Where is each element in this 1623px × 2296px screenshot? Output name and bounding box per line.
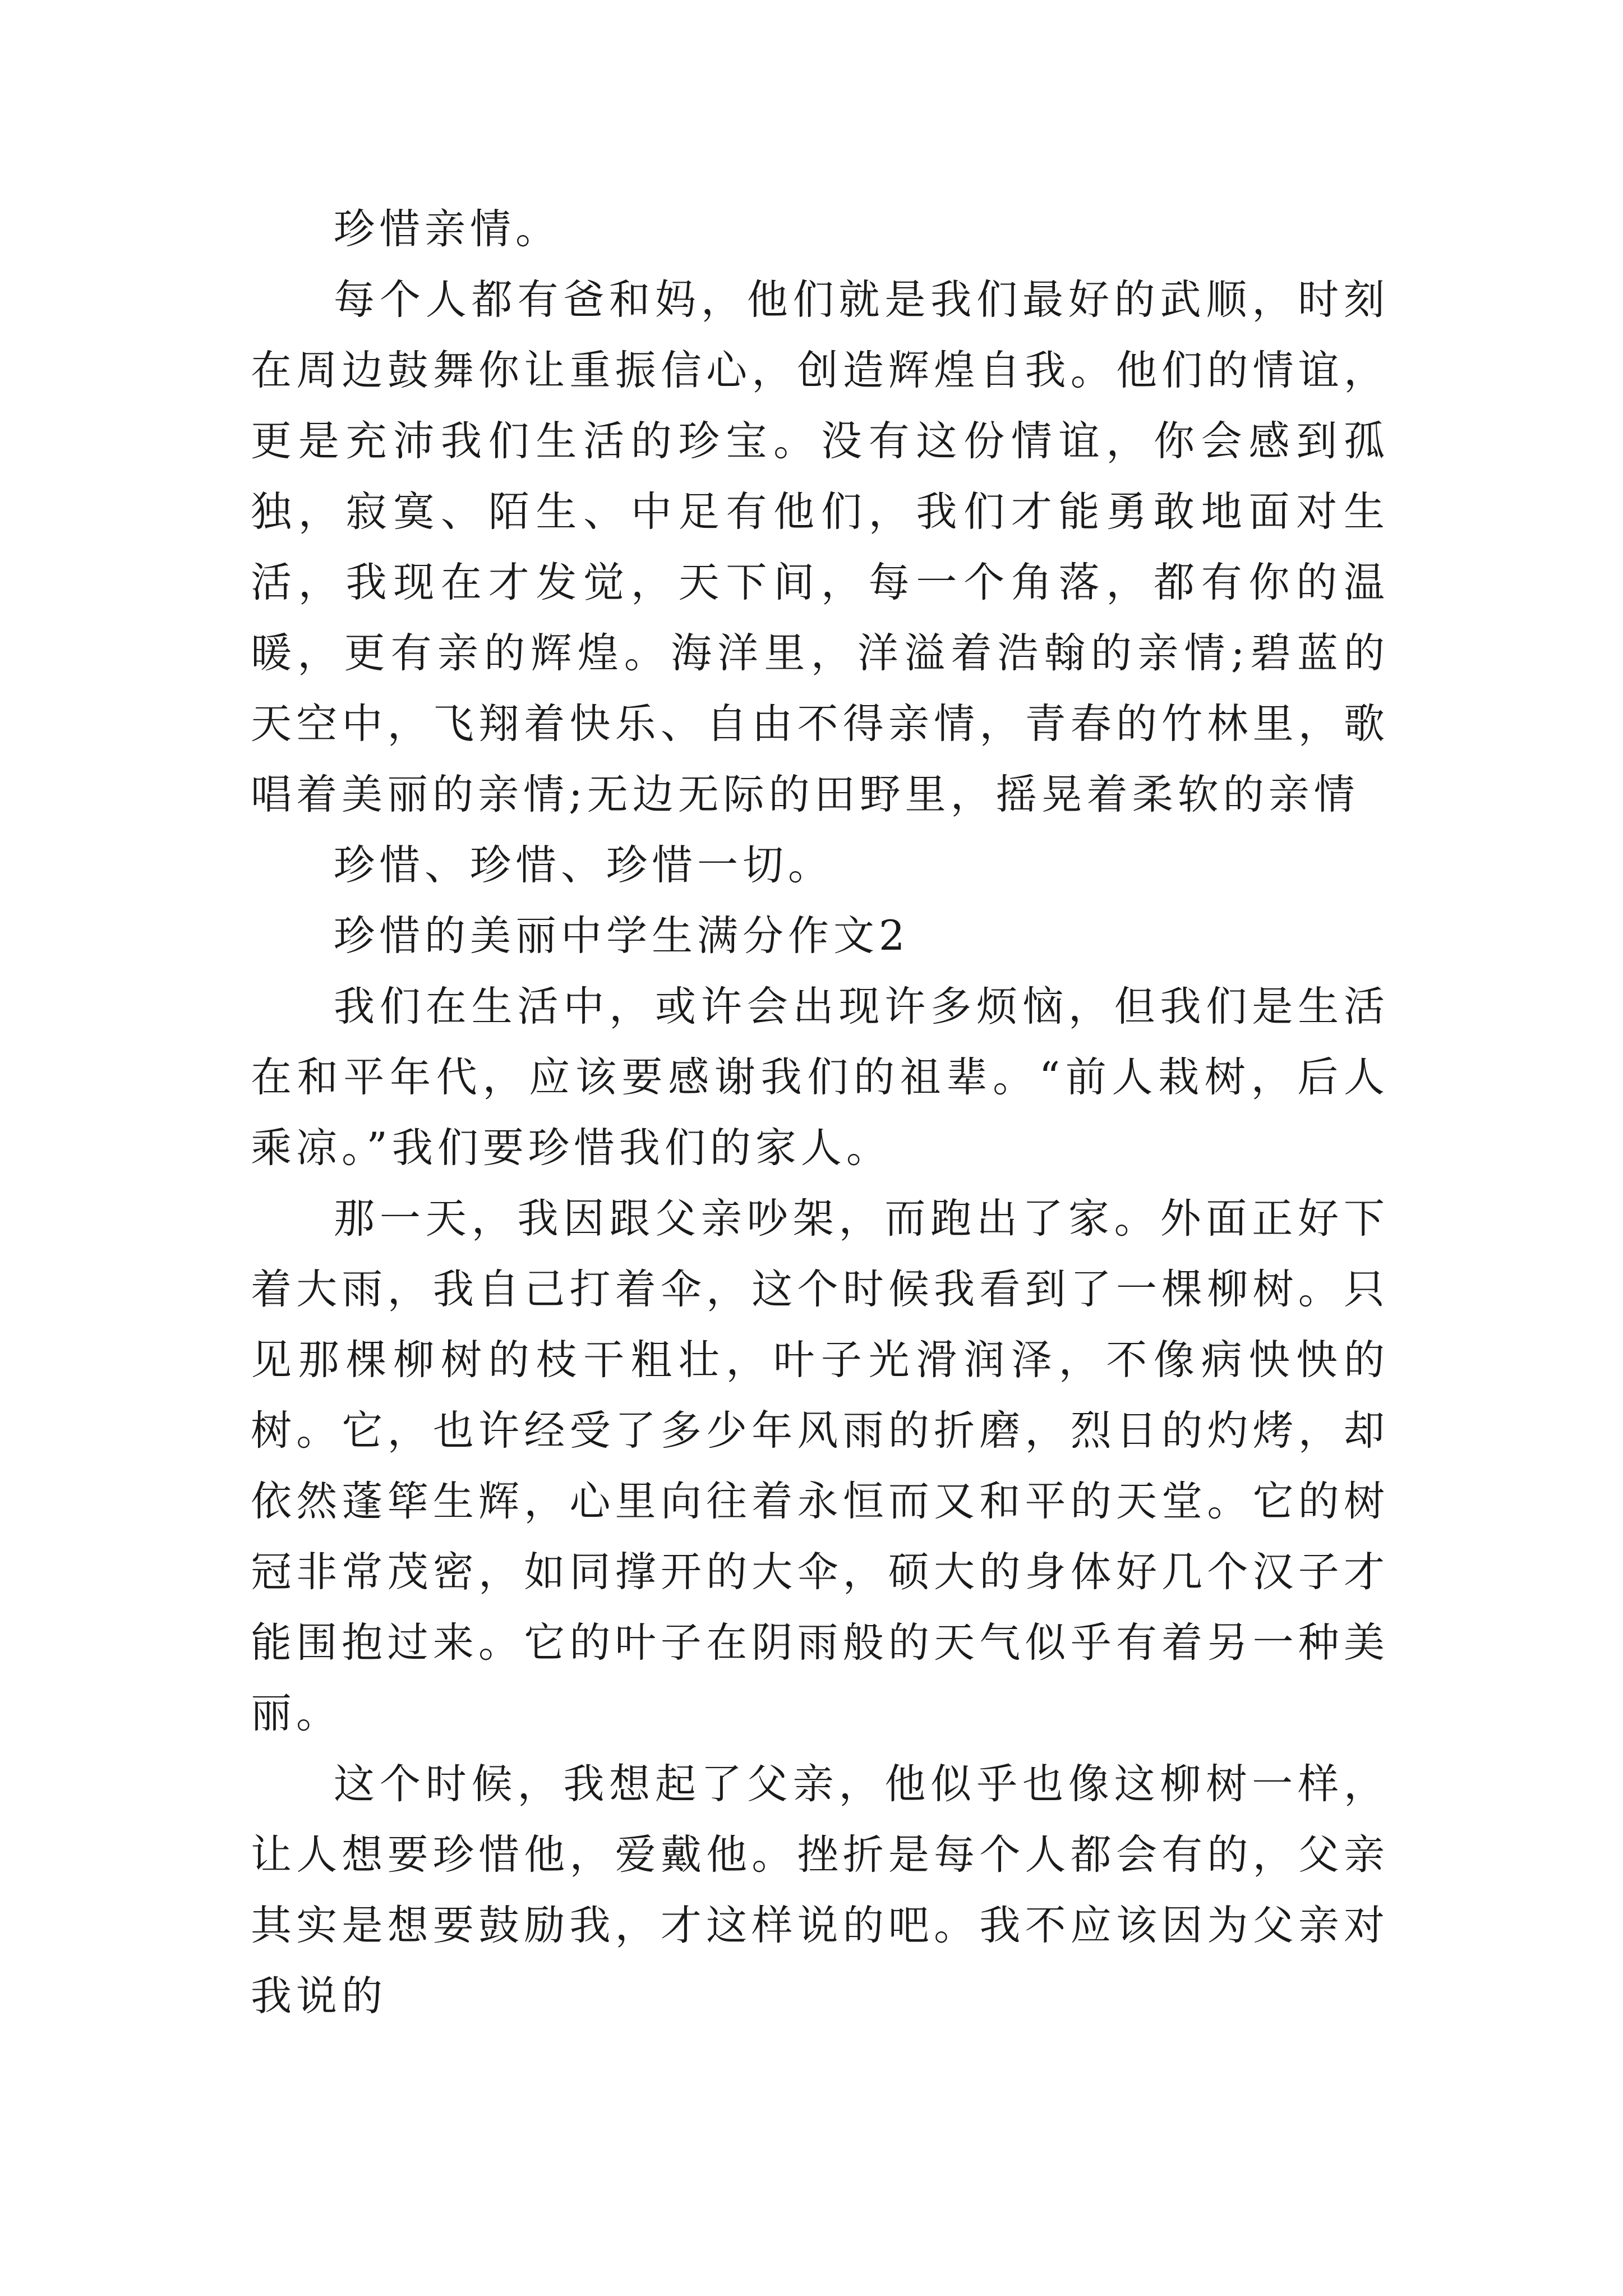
essay-body xyxy=(251,194,1389,2032)
essay-title: 珍惜的美丽中学生满分作文2 xyxy=(334,912,910,960)
paragraph-father: 这个时候，我想起了父亲，他似乎也像这柳树一样，让人想要珍惜他，爱戴他。挫折是每个人都会有的，父亲其实是想要鼓励我，才这样说的吧。我不应该因为父亲对我说的 xyxy=(251,1760,1389,2020)
paragraph-peaceful-era: 我们在生活中，或许会出现许多烦恼，但我们是生活在和平年代，应该要感谢我们的祖辈。“前人栽树，后人乘凉。”我们要珍惜我们的家人。 xyxy=(251,983,1389,1172)
paragraph-parents: 每个人都有爸和妈，他们就是我们最好的武顺，时刻在周边鼓舞你让重振信心，创造辉煌自我。他们的情谊，更是充沛我们生活的珍宝。没有这份情谊，你会感到孤独，寂寞、陌生、中足有他们，我们才能勇敢地面对生活，我现在才发觉，天下间，每一个角落，都有你的温暖，更有亲的辉煌。海洋里，洋溢着浩翰的亲情;碧蓝的天空中，飞翔着快乐、自由不得亲情，青春的竹林里，歌唱着美丽的亲情;无边无际的田野里，摇晃着柔软的亲情 xyxy=(251,276,1389,818)
paragraph-cherish-family: 珍惜亲情。 xyxy=(334,205,561,253)
paragraph-cherish-all: 珍惜、珍惜、珍惜一切。 xyxy=(334,841,833,889)
paragraph-willow-tree: 那一天，我因跟父亲吵架，而跑出了家。外面正好下着大雨，我自己打着伞，这个时候我看到了一棵柳树。只见那棵柳树的枝干粗壮，叶子光滑润泽，不像病怏怏的树。它，也许经受了多少年风雨的折磨，烈日的灼烤，却依然蓬筚生辉，心里向往着永恒而又和平的天堂。它的树冠非常茂密，如同撑开的大伞，硕大的身体好几个汉子才能围抱过来。它的叶子在阴雨般的天气似乎有着另一种美丽。 xyxy=(251,1195,1389,1737)
